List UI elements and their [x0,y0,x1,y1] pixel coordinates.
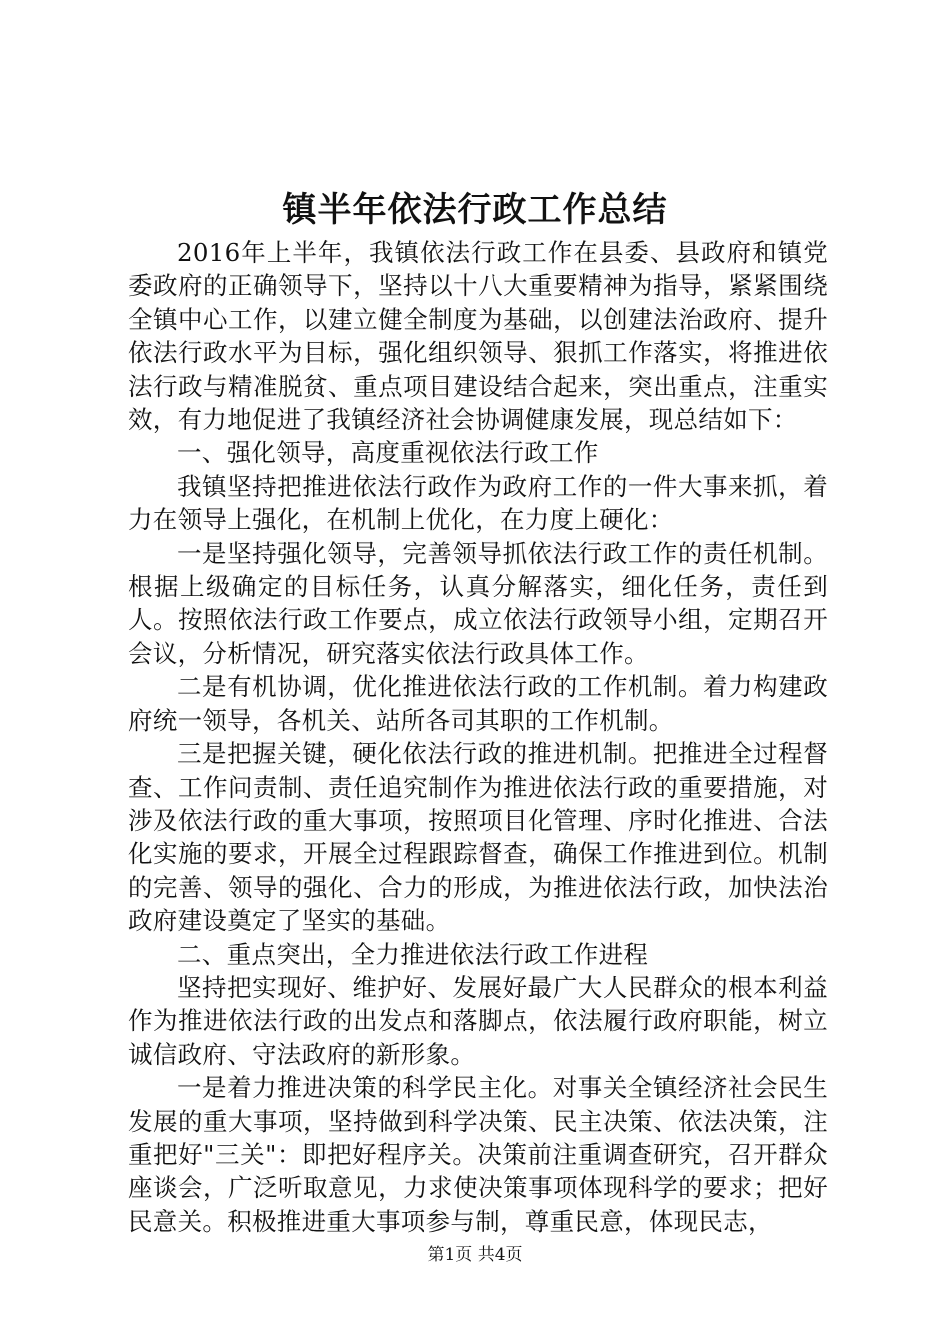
paragraph: 三是把握关键，硬化依法行政的推进机制。把推进全过程督查、工作问责制、责任追究制作为推进依法行政的重要措施，对涉及依法行政的重大事项，按照项目化管理、序时化推进、合法化实施的要求，开展全过程跟踪督查，确保工作推进到位。机制的完善、领导的强化、合力的形成，为推进依法行政，加快法治政府建设奠定了坚实的基础。 [128,739,828,936]
section-heading-1: 一、强化领导，高度重视依法行政工作 [177,438,599,468]
paragraph: 我镇坚持把推进依法行政作为政府工作的一件大事来抓，着力在领导上强化，在机制上优化，在力度上硬化： [128,471,828,535]
paragraph: 一是着力推进决策的科学民主化。对事关全镇经济社会民生发展的重大事项，坚持做到科学决策、民主决策、依法决策，注重把好"三关"：即把好程序关。决策前注重调查研究，召开群众座谈会，广泛听取意见，力求使决策事项体现科学的要求；把好民意关。积极推进重大事项参与制，尊重民意，体现民志， [128,1073,828,1236]
page-footer: 第1页 共4页 [427,1245,523,1265]
paragraph: 一是坚持强化领导，完善领导抓依法行政工作的责任机制。根据上级确定的目标任务，认真分解落实，细化任务，责任到人。按照依法行政工作要点，成立依法行政领导小组，定期召开会议，分析情况，研究落实依法行政具体工作。 [128,538,828,668]
paragraph-intro: 2016年上半年，我镇依法行政工作在县委、县政府和镇党委政府的正确领导下，坚持以十八大重要精神为指导，紧紧围绕全镇中心工作，以建立健全制度为基础，以创建法治政府、提升依法行政水平为目标，强化组织领导、狠抓工作落实，将推进依法行政与精准脱贫、重点项目建设结合起来，突出重点，注重实效，有力地促进了我镇经济社会协调健康发展，现总结如下： [128,238,828,435]
document-title: 镇半年依法行政工作总结 [282,190,668,230]
paragraph: 坚持把实现好、维护好、发展好最广大人民群众的根本利益作为推进依法行政的出发点和落脚点，依法履行政府职能，树立诚信政府、守法政府的新形象。 [128,972,828,1069]
document-body [128,236,828,1238]
section-heading-2: 二、重点突出，全力推进依法行政工作进程 [177,939,649,969]
paragraph: 二是有机协调，优化推进依法行政的工作机制。着力构建政府统一领导，各机关、站所各司其职的工作机制。 [128,672,828,735]
